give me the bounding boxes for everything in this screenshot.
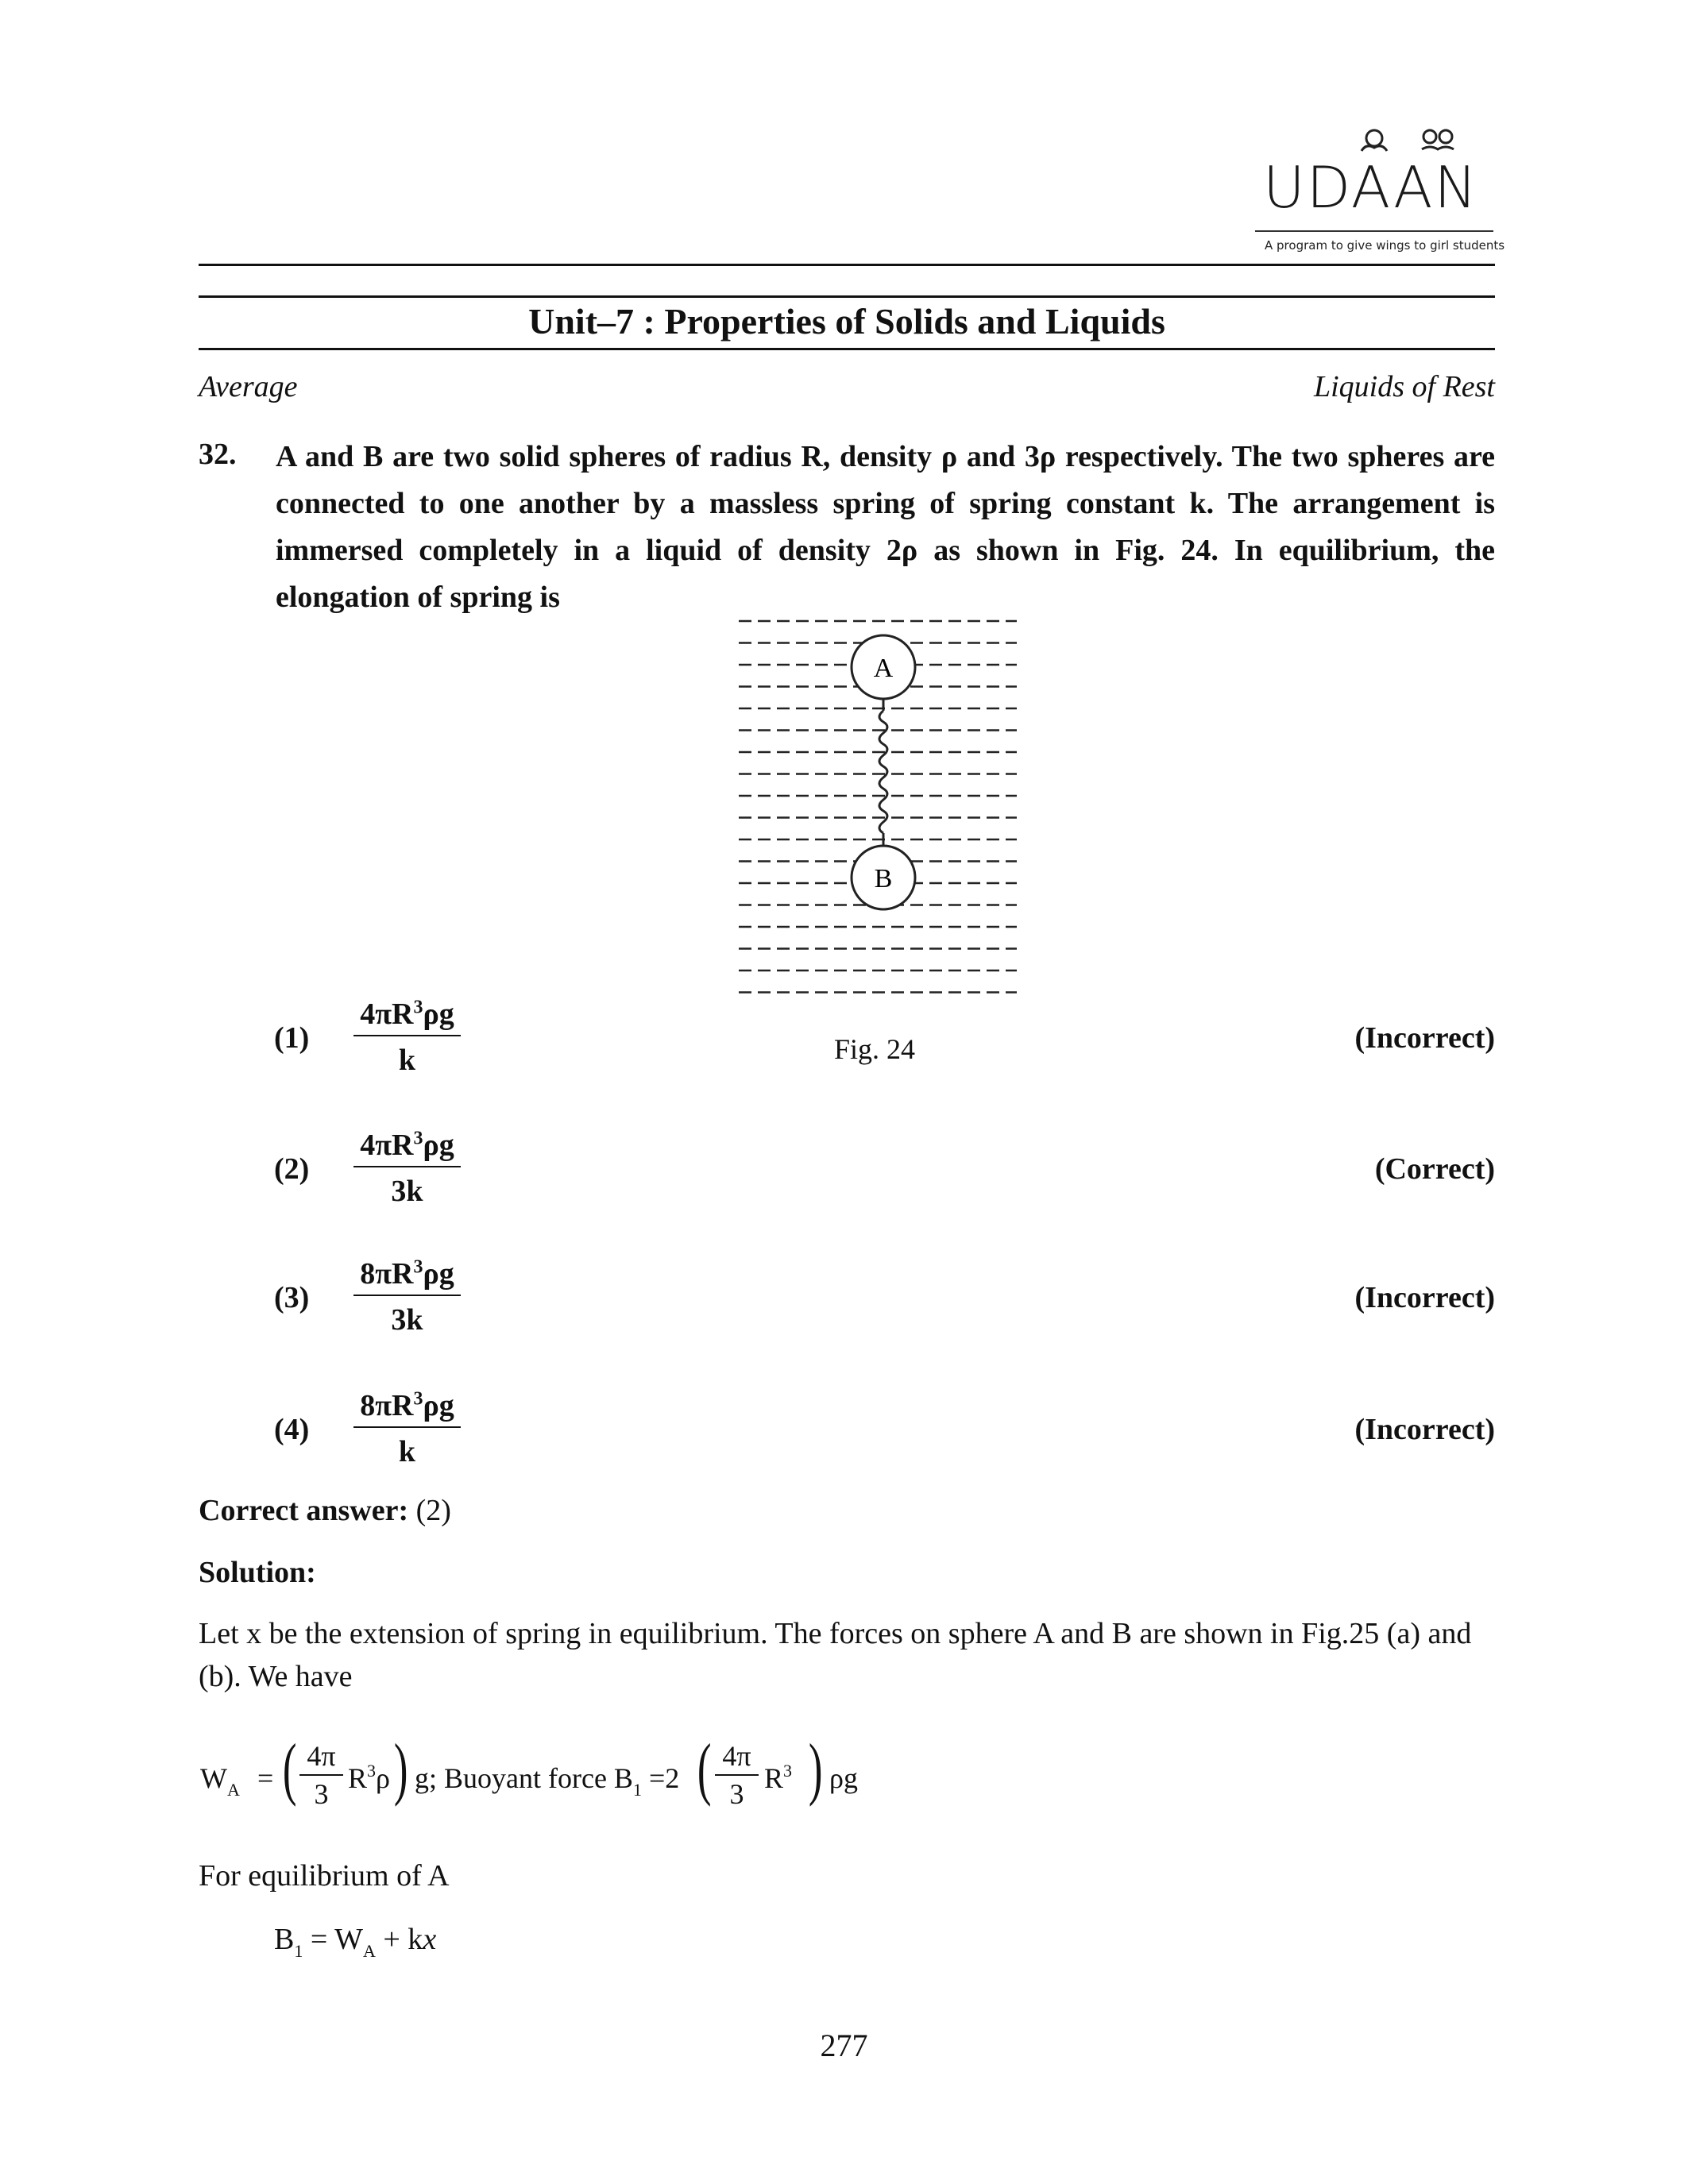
option-1-status: (Incorrect) xyxy=(1354,1021,1495,1055)
logo-divider xyxy=(1255,230,1493,232)
option-1-label: (1) xyxy=(274,1021,310,1055)
figure-caption: Fig. 24 xyxy=(834,1033,916,1065)
option-3-status: (Incorrect) xyxy=(1354,1281,1495,1314)
option-3-fraction: $\frac{8\pi R^3\rho g}{3k}$ xyxy=(353,1256,461,1337)
equation-weight-buoyancy: $W_A$ = ( 4π 3 $R^3\rho$ ) g; Buoyant force $B_1 =2$ ( 4π 3 $R^3$ ) ρg xyxy=(200,1731,858,1810)
logo-tagline: A program to give wings to girl students xyxy=(1265,238,1505,253)
logo-wordmark: UDAAN xyxy=(1263,154,1479,221)
sphere-a-label: A xyxy=(873,654,894,683)
option-1-fraction: $\frac{4\pi R^3\rho g}{k}$ xyxy=(353,997,461,1078)
spring-spheres-figure xyxy=(739,612,1017,1009)
question-number: 32. xyxy=(199,438,237,471)
header-rule-bottom xyxy=(199,348,1495,350)
topic-label: Liquids of Rest xyxy=(1313,370,1495,403)
header-rule-mid xyxy=(199,295,1495,298)
option-4-fraction: $\frac{8\pi R^3\rho g}{k}$ xyxy=(353,1388,461,1469)
solution-intro: Let x be the extension of spring in equilibrium. The forces on sphere A and B are shown in Fig.25 (a) and (b). We have xyxy=(199,1617,1472,1693)
spring-coil xyxy=(879,711,887,833)
udaan-logo xyxy=(1255,127,1505,262)
option-4-label: (4) xyxy=(274,1413,310,1446)
option-2-fraction: $\frac{4\pi R^3\rho g}{3k}$ xyxy=(353,1128,461,1209)
option-3-label: (3) xyxy=(274,1281,310,1314)
question-text: A and B are two solid spheres of radius R, density ρ and 3ρ respectively. The two spheres are connected to one another by a massless spring of spring constant k. The arrangement is immersed completely in a liquid of density 2ρ as shown in Fig. 24. In equilibrium, the elongation of spring is xyxy=(276,440,1495,614)
option-2-status: (Correct) xyxy=(1374,1152,1495,1186)
unit-title: Unit–7 : Properties of Solids and Liquids xyxy=(528,301,1165,341)
page-number: 277 xyxy=(820,2028,868,2063)
option-4-status: (Incorrect) xyxy=(1354,1413,1495,1446)
difficulty-label: Average xyxy=(199,370,298,403)
equation-equilibrium-a: $B_1 = W_A$ + kx xyxy=(274,1923,437,1961)
header-rule-top xyxy=(199,264,1495,266)
option-2-label: (2) xyxy=(274,1152,310,1186)
equilibrium-text: For equilibrium of A xyxy=(199,1859,450,1893)
solution-label: Solution: xyxy=(199,1556,316,1589)
sphere-b-label: B xyxy=(874,864,893,893)
correct-answer: Correct answer: (2) xyxy=(199,1494,451,1527)
